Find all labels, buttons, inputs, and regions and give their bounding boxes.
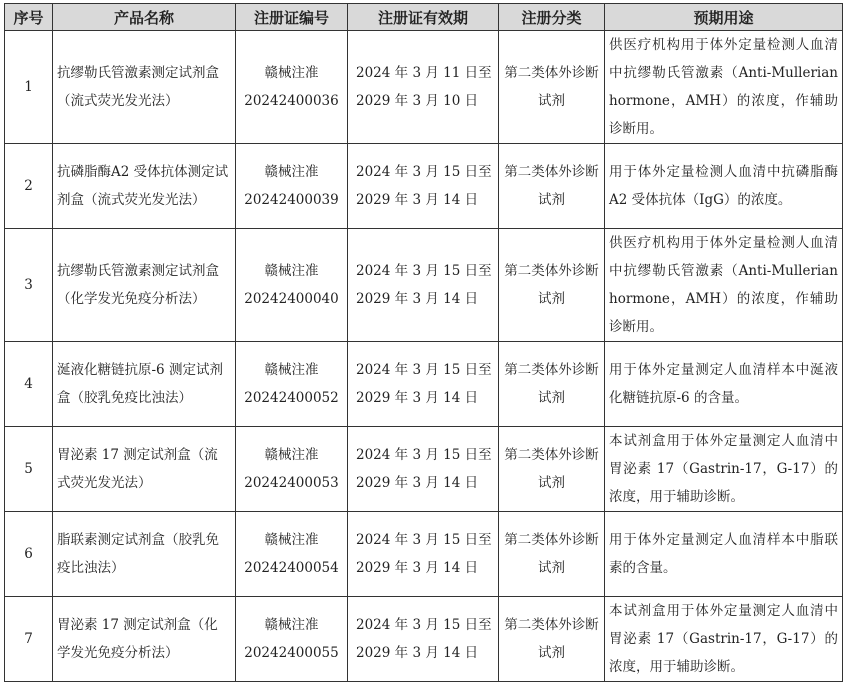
cell-category: 第二类体外诊断试剂 (499, 597, 605, 682)
cell-product-name: 胃泌素 17 测定试剂盒（流式荧光发光法） (53, 427, 236, 512)
cell-validity: 2024 年 3 月 15 日至 2029 年 3 月 14 日 (348, 597, 499, 682)
cell-intended-use: 本试剂盒用于体外定量测定人血清中胃泌素 17（Gastrin-17，G-17）的浓度，用于辅助诊断。 (605, 597, 843, 682)
cell-serial: 7 (5, 597, 53, 682)
cell-reg-number: 赣械注准20242400036 (236, 31, 348, 144)
header-category: 注册分类 (499, 4, 605, 31)
table-row (5, 144, 843, 229)
cell-intended-use: 供医疗机构用于体外定量检测人血清中抗缪勒氏管激素（Anti-Mullerian hormone，AMH）的浓度，作辅助诊断用。 (605, 31, 843, 144)
cell-intended-use: 本试剂盒用于体外定量测定人血清中胃泌素 17（Gastrin-17，G-17）的浓度，用于辅助诊断。 (605, 427, 843, 512)
cell-intended-use: 用于体外定量测定人血清样本中脂联素的含量。 (605, 512, 843, 597)
header-validity: 注册证有效期 (348, 4, 499, 31)
cell-product-name: 抗缪勒氏管激素测定试剂盒（流式荧光发光法） (53, 31, 236, 144)
cell-category: 第二类体外诊断试剂 (499, 31, 605, 144)
cell-product-name: 涎液化糖链抗原-6 测定试剂盒（胶乳免疫比浊法） (53, 342, 236, 427)
cell-intended-use: 用于体外定量检测人血清中抗磷脂酶A2 受体抗体（IgG）的浓度。 (605, 144, 843, 229)
cell-serial: 1 (5, 31, 53, 144)
table-row (5, 427, 843, 512)
table-row (5, 597, 843, 682)
registration-table (4, 3, 843, 682)
cell-intended-use: 用于体外定量测定人血清样本中涎液化糖链抗原-6 的含量。 (605, 342, 843, 427)
cell-serial: 5 (5, 427, 53, 512)
cell-reg-number: 赣械注准20242400053 (236, 427, 348, 512)
header-product-name: 产品名称 (53, 4, 236, 31)
cell-category: 第二类体外诊断试剂 (499, 229, 605, 342)
cell-intended-use: 供医疗机构用于体外定量检测人血清中抗缪勒氏管激素（Anti-Mullerian hormone，AMH）的浓度，作辅助诊断用。 (605, 229, 843, 342)
header-row (5, 4, 843, 31)
table-row (5, 512, 843, 597)
cell-reg-number: 赣械注准20242400039 (236, 144, 348, 229)
table-row (5, 229, 843, 342)
cell-reg-number: 赣械注准20242400052 (236, 342, 348, 427)
cell-validity: 2024 年 3 月 15 日至 2029 年 3 月 14 日 (348, 512, 499, 597)
cell-validity: 2024 年 3 月 11 日至 2029 年 3 月 10 日 (348, 31, 499, 144)
cell-reg-number: 赣械注准20242400054 (236, 512, 348, 597)
cell-reg-number: 赣械注准20242400055 (236, 597, 348, 682)
cell-validity: 2024 年 3 月 15 日至 2029 年 3 月 14 日 (348, 229, 499, 342)
cell-reg-number: 赣械注准20242400040 (236, 229, 348, 342)
cell-product-name: 胃泌素 17 测定试剂盒（化学发光免疫分析法） (53, 597, 236, 682)
cell-category: 第二类体外诊断试剂 (499, 427, 605, 512)
table-row (5, 31, 843, 144)
cell-serial: 4 (5, 342, 53, 427)
cell-validity: 2024 年 3 月 15 日至 2029 年 3 月 14 日 (348, 427, 499, 512)
header-intended-use: 预期用途 (605, 4, 843, 31)
cell-validity: 2024 年 3 月 15 日至 2029 年 3 月 14 日 (348, 342, 499, 427)
header-serial: 序号 (5, 4, 53, 31)
cell-validity: 2024 年 3 月 15 日至 2029 年 3 月 14 日 (348, 144, 499, 229)
cell-serial: 3 (5, 229, 53, 342)
cell-category: 第二类体外诊断试剂 (499, 342, 605, 427)
cell-serial: 6 (5, 512, 53, 597)
cell-category: 第二类体外诊断试剂 (499, 512, 605, 597)
cell-category: 第二类体外诊断试剂 (499, 144, 605, 229)
cell-product-name: 抗磷脂酶A2 受体抗体测定试剂盒（流式荧光发光法） (53, 144, 236, 229)
cell-product-name: 抗缪勒氏管激素测定试剂盒（化学发光免疫分析法） (53, 229, 236, 342)
header-reg-number: 注册证编号 (236, 4, 348, 31)
table-row (5, 342, 843, 427)
cell-product-name: 脂联素测定试剂盒（胶乳免疫比浊法） (53, 512, 236, 597)
cell-serial: 2 (5, 144, 53, 229)
